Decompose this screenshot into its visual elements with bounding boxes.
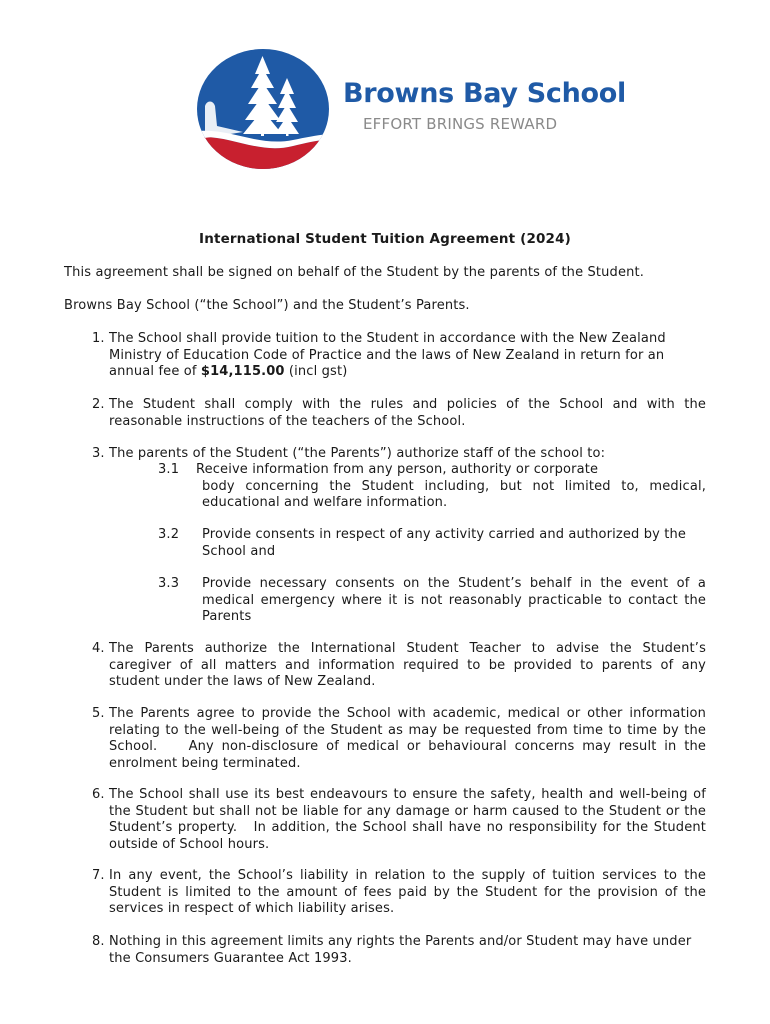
clause-4	[92, 641, 706, 691]
clause-number: 7.	[92, 868, 105, 883]
subclause-3-3	[158, 576, 706, 626]
clause-number: 4.	[92, 641, 105, 656]
clause-number: 8.	[92, 934, 105, 949]
clause-7	[92, 868, 706, 918]
clause-text: The School shall use its best endeavours to ensure the safety, health and well-being of the Student but shall not be liable for any damage or harm caused to the Student or the Student’s property. In addition, the School shall have no responsibility for the Student outside of School hours.	[109, 787, 711, 852]
clause-8	[92, 934, 706, 967]
clause-text-pre: The School shall provide tuition to the Student in accordance with the New Zealand Ministry of Education Code of Practice and the laws of New Zealand in return for an annual fee of	[109, 331, 666, 379]
clause-text: The Parents authorize the International Student Teacher to advise the Student’s caregiver of all matters and information required to be provided to parents of any student under the laws of New Zealand.	[109, 641, 706, 689]
clause-3	[92, 446, 706, 463]
clause-number: 2.	[92, 397, 105, 412]
subclause-text-first: Receive information from any person, authority or corporate	[196, 462, 599, 477]
clause-text: Nothing in this agreement limits any rights the Parents and/or Student may have under the Consumers Guarantee Act 1993.	[109, 934, 692, 966]
subclause-number: 3.1	[158, 462, 180, 477]
clause-text-post: (incl gst)	[284, 364, 348, 379]
subclause-number: 3.3	[158, 576, 180, 591]
clause-number: 3.	[92, 446, 105, 461]
logo-tagline: EFFORT BRINGS REWARD	[363, 115, 558, 133]
intro-paragraph-1: This agreement shall be signed on behalf of the Student by the parents of the Student.	[64, 265, 645, 280]
subclause-text-rest: body concerning the Student including, but not limited to, medical, educational and welfare information.	[202, 478, 706, 510]
clause-2	[92, 397, 706, 430]
school-logo	[183, 48, 626, 170]
subclause-text: Provide consents in respect of any activity carried and authorized by the School and	[202, 527, 687, 559]
clause-number: 5.	[92, 706, 105, 721]
clause-text: The parents of the Student (“the Parents”) authorize staff of the school to:	[109, 446, 606, 461]
subclause-text: Provide necessary consents on the Student’s behalf in the event of a medical emergency where it is not reasonably practicable to contact the Parents	[202, 576, 706, 624]
intro-paragraph-2: Browns Bay School (“the School”) and the Student’s Parents.	[64, 298, 470, 313]
annual-fee: $14,115.00	[200, 364, 285, 379]
clause-6	[92, 787, 711, 853]
clause-5	[92, 706, 711, 772]
document-title: International Student Tuition Agreement (2024)	[199, 231, 571, 247]
subclause-3-2	[158, 527, 706, 560]
clause-number: 6.	[92, 787, 105, 802]
clause-text: The Student shall comply with the rules and policies of the School and with the reasonable instructions of the teachers of the School.	[109, 397, 706, 429]
logo-school-name: Browns Bay School	[343, 78, 626, 109]
clause-text	[109, 331, 706, 381]
subclause-3-1	[158, 462, 706, 512]
school-crest-icon	[183, 48, 343, 170]
clause-number: 1.	[92, 331, 105, 346]
clause-text: The Parents agree to provide the School with academic, medical or other information relating to the well-being of the Student as may be requested from time to time by the School. Any non-disclosure of medical or behavioural concerns may result in the enrolment being terminated.	[109, 706, 711, 771]
clause-1	[92, 331, 706, 381]
subclause-number: 3.2	[158, 527, 180, 542]
clause-text: In any event, the School’s liability in relation to the supply of tuition services to the Student is limited to the amount of fees paid by the Student for the provision of the services in respect of which liability arises.	[109, 868, 706, 916]
